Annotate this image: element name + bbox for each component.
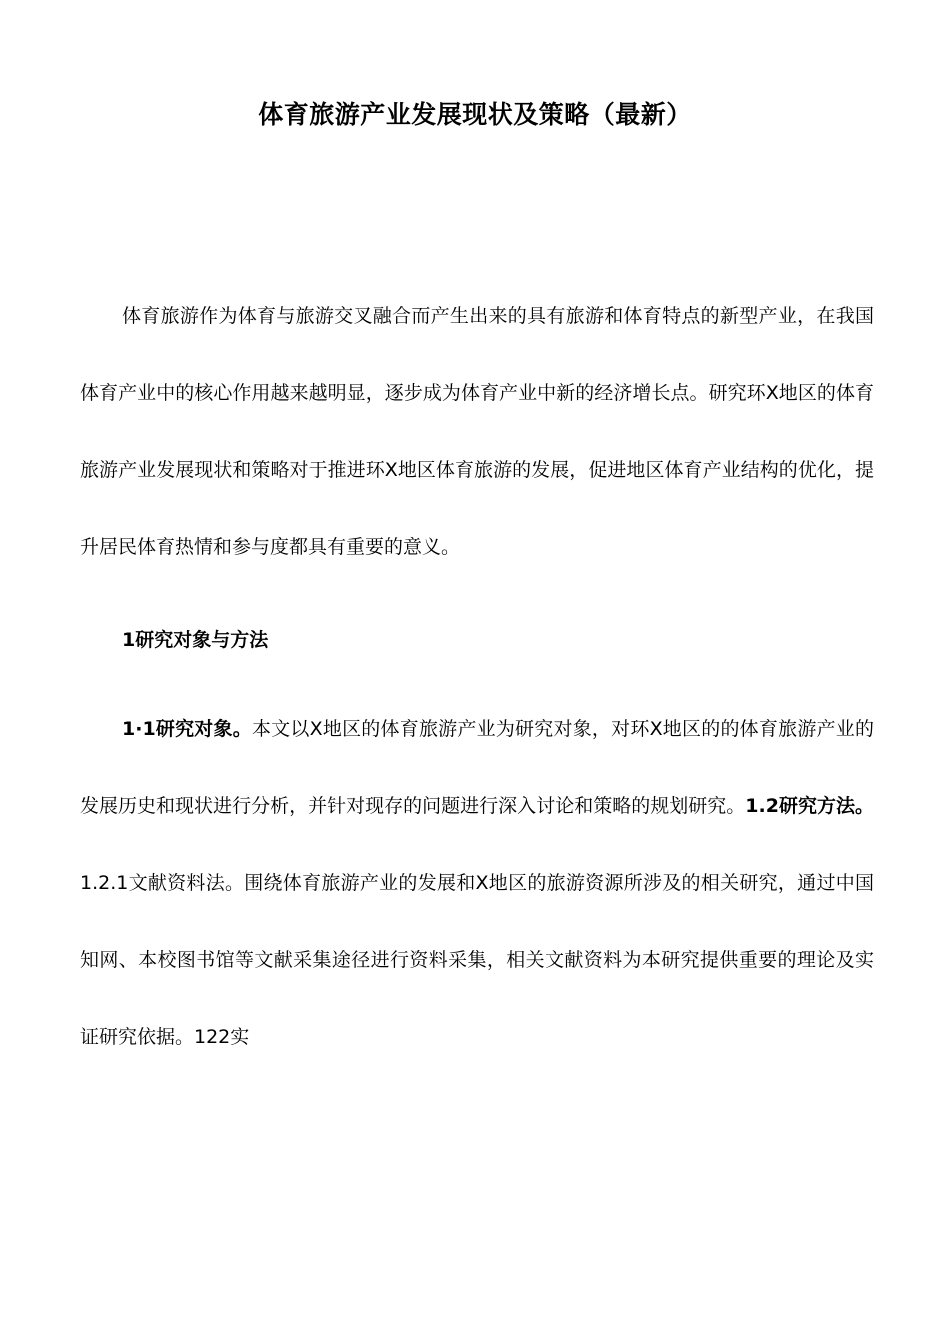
subsection-label-research-object: 1·1研究对象。	[122, 718, 252, 740]
section-paragraph	[80, 691, 874, 1076]
subsection-text-research-method: 1.2.1文献资料法。围绕体育旅游产业的发展和X地区的旅游资源所涉及的相关研究，通过中国知网、本校图书馆等文献采集途径进行资料采集，相关文献资料为本研究提供重要的理论及实证研究依据。122实	[80, 872, 874, 1048]
intro-paragraph: 体育旅游作为体育与旅游交叉融合而产生出来的具有旅游和体育特点的新型产业，在我国体育产业中的核心作用越来越明显，逐步成为体育产业中新的经济增长点。研究环X地区的体育旅游产业发展现状和策略对于推进环X地区体育旅游的发展，促进地区体育产业结构的优化，提升居民体育热情和参与度都具有重要的意义。	[80, 305, 874, 558]
subsection-text-research-object: 本文以X地区的体育旅游产业为研究对象，对环X地区的的体育旅游产业的发展历史和现状进行分析，并针对现存的问题进行深入讨论和策略的规划研究。	[80, 718, 874, 817]
document-title: 体育旅游产业发展现状及策略（最新）	[258, 100, 692, 129]
subsection-label-research-method: 1.2研究方法。	[745, 795, 874, 817]
section-heading: 1研究对象与方法	[122, 629, 269, 651]
